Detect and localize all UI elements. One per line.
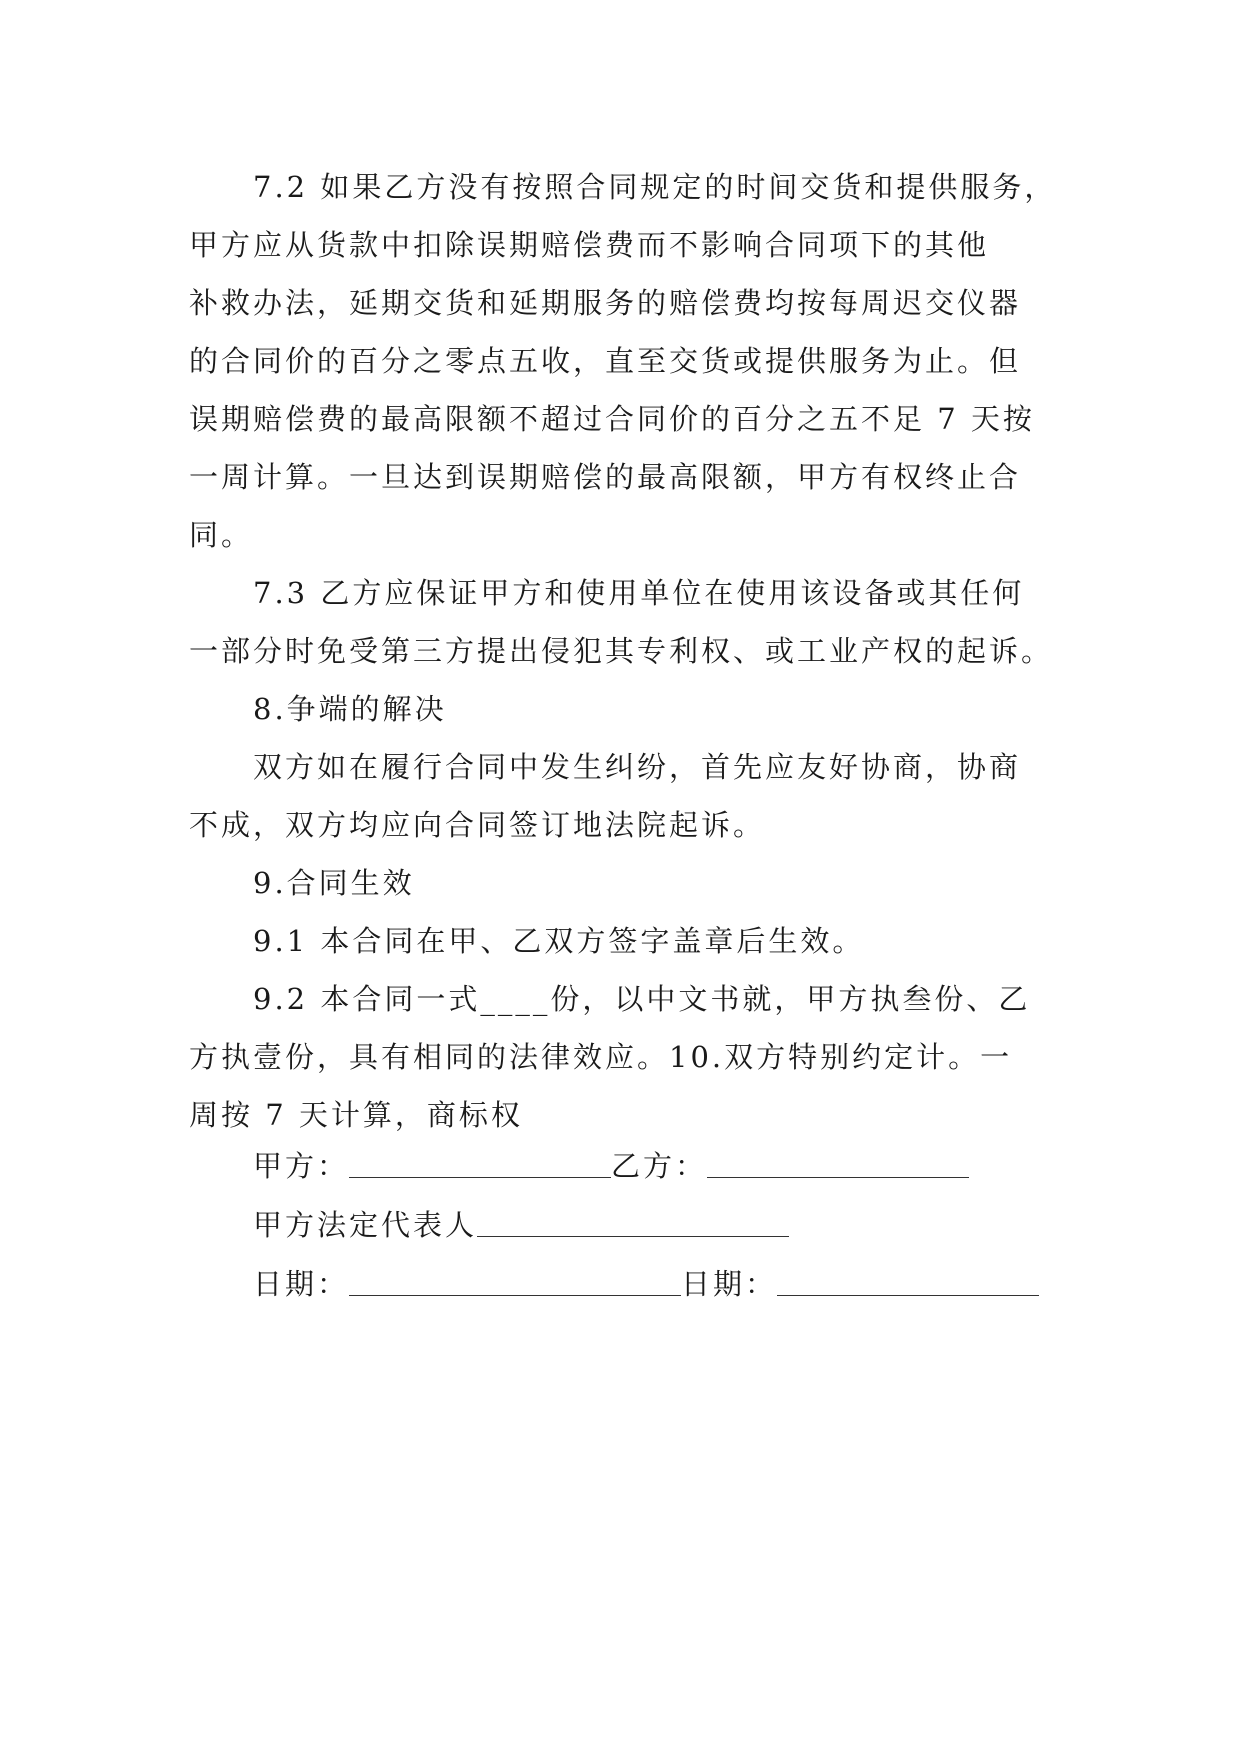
clause-9-1-text: 9.1 本合同在甲、乙双方签字盖章后生效。 (253, 924, 865, 958)
date-b-blank[interactable] (777, 1265, 1039, 1296)
clause-9-2 (189, 970, 1069, 1144)
section-9-heading-text: 9.合同生效 (253, 866, 415, 900)
clause-7-2-line: 的合同价的百分之零点五收，直至交货或提供服务为止。但 (189, 344, 1022, 378)
representative-label: 甲方法定代表人 (253, 1208, 478, 1242)
clause-9-2-line: 周按 7 天计算，商标权 (189, 1098, 523, 1132)
date-a-label: 日期： (253, 1267, 350, 1301)
clause-7-2-line: 同。 (189, 518, 254, 552)
clause-8-line: 不成，双方均应向合同签订地法院起诉。 (189, 808, 766, 842)
clause-7-2-line: 甲方应从货款中扣除误期赔偿费而不影响合同项下的其他 (189, 228, 990, 262)
clause-7-2-line: 误期赔偿费的最高限额不超过合同价的百分之五不足 7 天按 (189, 402, 1035, 436)
party-b-label: 乙方： (611, 1149, 708, 1183)
clause-7-3 (189, 564, 1069, 680)
clause-7-2-line: 一周计算。一旦达到误期赔偿的最高限额，甲方有权终止合 (189, 460, 1022, 494)
party-a-label: 甲方： (253, 1149, 350, 1183)
date-b-label: 日期： (681, 1267, 778, 1301)
clause-9-2-line: 方执壹份，具有相同的法律效应。10.双方特别约定计。一 (189, 1040, 1013, 1074)
signature-representative-row (253, 1205, 789, 1245)
date-a-blank[interactable] (349, 1265, 681, 1296)
signature-party-row (253, 1146, 969, 1186)
clause-7-2 (189, 158, 1069, 564)
clause-7-3-line: 7.3 乙方应保证甲方和使用单位在使用该设备或其任何 (253, 576, 1025, 610)
clause-7-3-line: 一部分时免受第三方提出侵犯其专利权、或工业产权的起诉。 (189, 634, 1054, 668)
signature-date-row (253, 1264, 1039, 1304)
representative-blank[interactable] (477, 1206, 789, 1237)
contract-body (189, 158, 1069, 1144)
clause-9-2-line: 9.2 本合同一式____份，以中文书就，甲方执叁份、乙 (253, 982, 1031, 1016)
party-a-blank[interactable] (349, 1147, 611, 1178)
section-8-heading (189, 680, 1069, 738)
clause-9-1 (189, 912, 1069, 970)
section-8-heading-text: 8.争端的解决 (253, 692, 447, 726)
party-b-blank[interactable] (707, 1147, 969, 1178)
clause-7-2-line: 补救办法，延期交货和延期服务的赔偿费均按每周迟交仪器 (189, 286, 1022, 320)
clause-8 (189, 738, 1069, 854)
clause-7-2-line: 7.2 如果乙方没有按照合同规定的时间交货和提供服务， (253, 170, 1057, 204)
section-9-heading (189, 854, 1069, 912)
clause-8-line: 双方如在履行合同中发生纠纷，首先应友好协商，协商 (253, 750, 1022, 784)
